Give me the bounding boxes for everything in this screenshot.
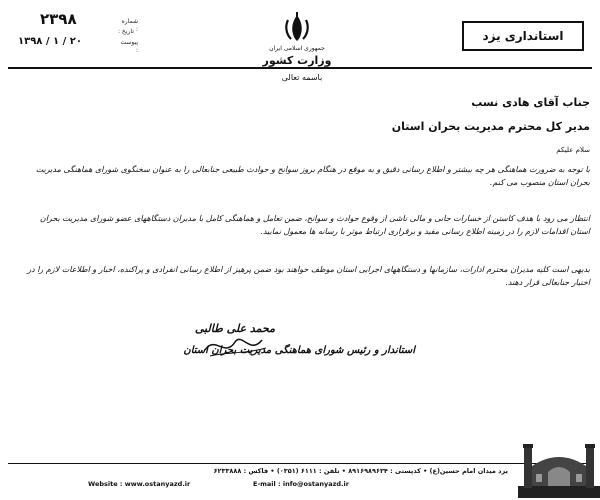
- date-label: تاریخ :: [118, 28, 134, 35]
- footer-address: یزد میدان امام حسین(ع) • کدپستی : ۸۹۱۶۹۸۹۶۳۴ • تلفن : ۶۱۱۱ (۰۳۵۱) • فاکس : ۶۲۳۳۸۸۸: [213, 467, 508, 475]
- number-label: شماره :: [121, 18, 138, 33]
- attachment-label: پیوست :: [120, 39, 138, 54]
- signatory-title: استاندار و رئیس شورای هماهنگی مدیریت بحران استان: [183, 345, 415, 356]
- basmala: باسمه تعالی: [281, 73, 323, 82]
- body-paragraph-3: بدیهی است کلیه مدیران محترم ادارات، سازمانها و دستگاههای اجرایی استان موظف خواهند بود ضمن پرهیز از اطلاع رسانی انفرادی و پراکنده، اخبار و اطلاعات لازم را در اختیار جنابعالی قرار دهند.: [27, 265, 590, 287]
- body-paragraph-1: با توجه به ضرورت هماهنگی هر چه بیشتر و اطلاع رسانی دقیق و به موقع در هنگام بروز سوانح و حوادث طبیعی جنابعالی را به عنوان سخنگوی شورای هماهنگی مدیریت بحران استان منصوب می کنم.: [35, 165, 590, 187]
- ministry-label: وزارت کشور: [262, 54, 332, 67]
- addressee-name: جناب آقای هادی نسب: [471, 96, 590, 109]
- letter-number: ۲۳۹۸: [40, 10, 77, 28]
- footer-website: Website : www.ostanyazd.ir: [88, 480, 191, 488]
- body-paragraph-2: انتظار می رود با هدف کاستن از خسارات جانی و مالی ناشی از وقوع حوادث و سوانح، ضمن تعامل و هماهنگی کامل با مدیران دستگاههای عضو شورای مدیریت بحران استان اقدامات لازم را در زمینه اطلاع رسانی مفید و برقراری ارتباط موثر با رسانه ها معمول نمایید.: [39, 214, 590, 236]
- header-divider: [8, 67, 592, 69]
- office-title: استانداری یزد: [482, 29, 564, 43]
- footer-divider: [8, 463, 592, 464]
- signatory-name: محمد علی طالبی: [194, 322, 275, 335]
- letter-date: ۱۳۹۸ / ۱ / ۲۰: [18, 36, 82, 47]
- letter-meta: [18, 10, 138, 62]
- yazd-skyline-icon: [518, 438, 600, 498]
- office-title-box: [462, 21, 584, 51]
- greeting: سلام علیکم: [556, 146, 590, 154]
- iran-emblem-icon: [282, 12, 312, 44]
- addressee-title: مدیر کل محترم مدیریت بحران استان: [391, 120, 590, 133]
- footer-email: E-mail : info@ostanyazd.ir: [253, 480, 349, 488]
- republic-label: جمهوری اسلامی ایران: [269, 45, 325, 52]
